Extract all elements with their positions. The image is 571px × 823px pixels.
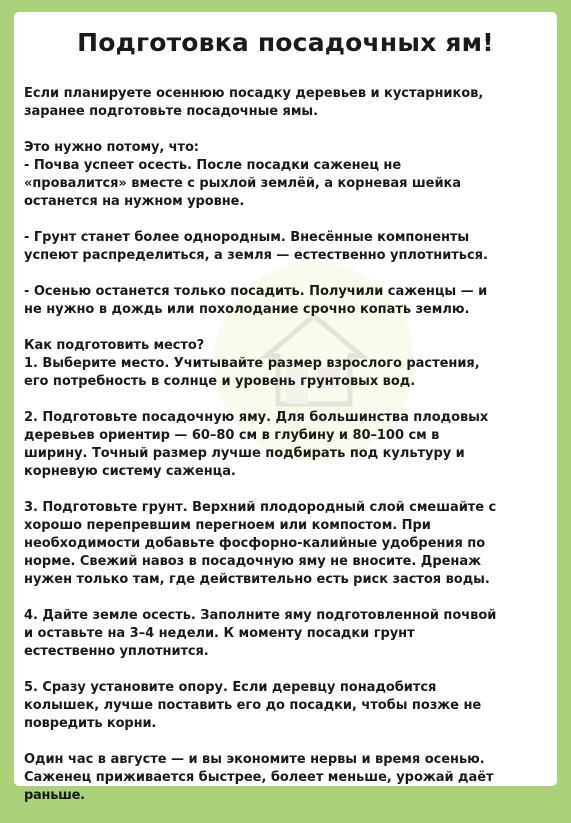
text-line: Это нужно потому, что:	[24, 140, 199, 155]
text-line: 4. Дайте земле осесть. Заполните яму подготовленной почвой	[24, 608, 497, 623]
text-line: не нужно в дождь или похолодание срочно копать землю.	[24, 302, 470, 317]
text-line: норме. Свежий навоз в посадочную яму не вносите. Дренаж	[24, 554, 481, 569]
text-line: «провалится» вместе с рыхлой землёй, а корневая шейка	[24, 176, 462, 191]
text-line: раньше.	[24, 788, 85, 803]
text-line: Как подготовить место?	[24, 338, 205, 353]
text-line: 3. Подготовьте грунт. Верхний плодородный слой смешайте с	[24, 500, 497, 515]
paragraph-step-1	[24, 337, 552, 391]
text-line: Саженец приживается быстрее, болеет меньше, урожай даёт	[24, 770, 494, 785]
paragraph-step-2	[24, 409, 552, 481]
paragraph-intro	[24, 85, 552, 121]
text-line: 1. Выберите место. Учитывайте размер взрослого растения,	[24, 356, 480, 371]
page-title: Подготовка посадочных ям!	[77, 28, 494, 57]
paragraph-step-5	[24, 679, 552, 733]
text-line: 2. Подготовьте посадочную яму. Для большинства плодовых	[24, 410, 489, 425]
paragraph-step-4	[24, 607, 552, 661]
paragraph-step-3	[24, 499, 552, 589]
text-line: - Почва успеет осесть. После посадки саженец не	[24, 158, 402, 173]
paragraph-soil	[24, 229, 552, 265]
text-line: хорошо перепревшим перегноем или компостом. При	[24, 518, 431, 533]
text-line: колышек, лучше поставить его до посадки, чтобы позже не	[24, 698, 482, 713]
text-line: заранее подготовьте посадочные ямы.	[24, 104, 318, 119]
paragraph-reasons	[24, 139, 552, 211]
text-line: - Грунт станет более однородным. Внесённые компоненты	[24, 230, 470, 245]
text-line: естественно уплотнится.	[24, 644, 209, 659]
text-line: Если планируете осеннюю посадку деревьев и кустарников,	[24, 86, 484, 101]
text-line: корневую систему саженца.	[24, 464, 236, 479]
text-line: 5. Сразу установите опору. Если деревцу понадобится	[24, 680, 437, 695]
text-line: нужен только там, где действительно есть риск застоя воды.	[24, 572, 490, 587]
content-card	[14, 12, 557, 803]
text-line: ширину. Точный размер лучше подбирать под культуру и	[24, 446, 465, 461]
text-line: Один час в августе — и вы экономите нервы и время осенью.	[24, 752, 485, 767]
text-line: его потребность в солнце и уровень грунтовых вод.	[24, 374, 416, 389]
paragraph-autumn	[24, 283, 552, 319]
text-line: повредить корни.	[24, 716, 157, 731]
text-line: и оставьте на 3–4 недели. К моменту посадки грунт	[24, 626, 415, 641]
text-line: успеют распределиться, а земля — естественно уплотниться.	[24, 248, 488, 263]
article-body	[24, 85, 552, 823]
text-line: необходимости добавьте фосфорно-калийные удобрения по	[24, 536, 486, 551]
text-line: деревьев ориентир — 60–80 см в глубину и 80–100 см в	[24, 428, 440, 443]
text-line: останется на нужном уровне.	[24, 194, 245, 209]
text-line: - Осенью останется только посадить. Получили саженцы — и	[24, 284, 488, 299]
paragraph-conclusion	[24, 751, 552, 805]
